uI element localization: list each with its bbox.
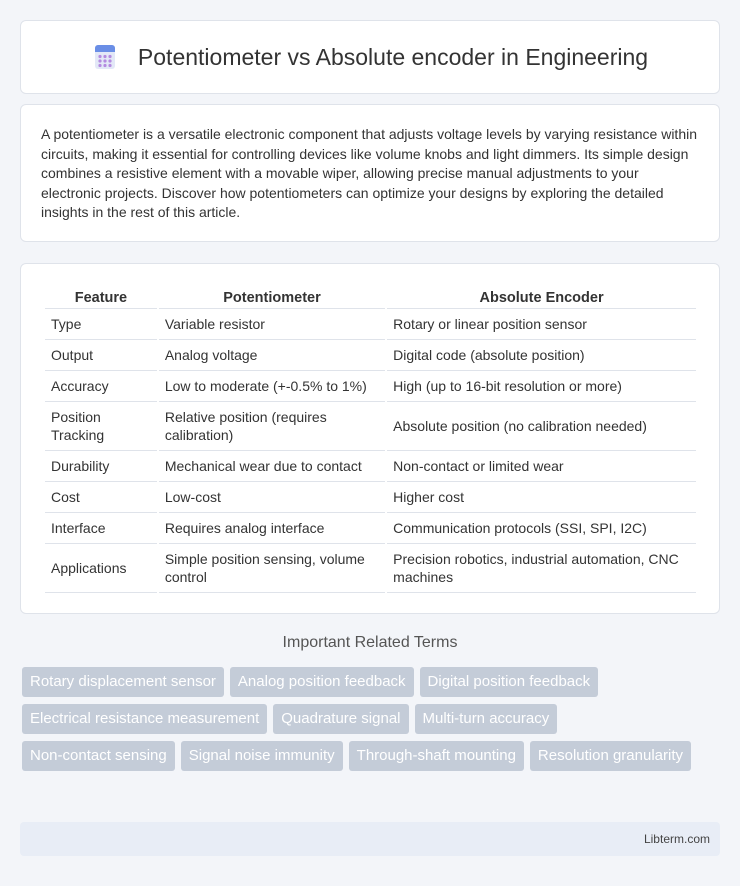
- potentiometer-cell: Low-cost: [159, 482, 385, 513]
- footer: [20, 822, 720, 856]
- comparison-card: [20, 263, 720, 614]
- encoder-cell: Precision robotics, industrial automation, CNC machines: [387, 544, 696, 593]
- encoder-cell: Communication protocols (SSI, SPI, I2C): [387, 513, 696, 544]
- related-term-tag[interactable]: Signal noise immunity: [181, 741, 343, 771]
- intro-card: [20, 104, 720, 242]
- related-term-tag[interactable]: Quadrature signal: [273, 704, 408, 734]
- table-row: [45, 544, 696, 593]
- header-absolute-encoder: Absolute Encoder: [387, 286, 696, 309]
- related-term-tag[interactable]: Non-contact sensing: [22, 741, 175, 771]
- feature-cell: Applications: [45, 544, 157, 593]
- potentiometer-cell: Analog voltage: [159, 340, 385, 371]
- related-term-tag[interactable]: Digital position feedback: [420, 667, 599, 697]
- feature-cell: Interface: [45, 513, 157, 544]
- potentiometer-cell: Mechanical wear due to contact: [159, 451, 385, 482]
- table-header-row: [45, 286, 696, 309]
- related-term-tag[interactable]: Through-shaft mounting: [349, 741, 524, 771]
- feature-cell: Type: [45, 309, 157, 340]
- table-row: [45, 309, 696, 340]
- potentiometer-cell: Relative position (requires calibration): [159, 402, 385, 451]
- header-feature: Feature: [45, 286, 157, 309]
- feature-cell: Accuracy: [45, 371, 157, 402]
- related-terms-title: Important Related Terms: [282, 634, 458, 651]
- table-row: [45, 451, 696, 482]
- table-row: [45, 340, 696, 371]
- potentiometer-cell: Low to moderate (+-0.5% to 1%): [159, 371, 385, 402]
- encoder-cell: Higher cost: [387, 482, 696, 513]
- table-row: [45, 482, 696, 513]
- calculator-icon: [92, 44, 118, 70]
- page-title: Potentiometer vs Absolute encoder in Engineering: [137, 43, 649, 70]
- table-row: [45, 402, 696, 451]
- encoder-cell: Absolute position (no calibration needed): [387, 402, 696, 451]
- feature-cell: Cost: [45, 482, 157, 513]
- related-term-tag[interactable]: Rotary displacement sensor: [22, 667, 224, 697]
- potentiometer-cell: Simple position sensing, volume control: [159, 544, 385, 593]
- related-term-tag[interactable]: Analog position feedback: [230, 667, 414, 697]
- comparison-table: [43, 286, 698, 593]
- table-row: [45, 513, 696, 544]
- related-terms-list: [22, 667, 702, 771]
- feature-cell: Position Tracking: [45, 402, 157, 451]
- table-row: [45, 371, 696, 402]
- related-term-tag[interactable]: Electrical resistance measurement: [22, 704, 267, 734]
- potentiometer-cell: Requires analog interface: [159, 513, 385, 544]
- feature-cell: Durability: [45, 451, 157, 482]
- title-card: [20, 20, 720, 94]
- encoder-cell: Rotary or linear position sensor: [387, 309, 696, 340]
- intro-text: A potentiometer is a versatile electronic component that adjusts voltage levels by varying resistance within circuits, making it essential for controlling devices like volume knobs and light dimmers. Its simple design combines a resistive element with a movable wiper, allowing precise manual adjustments to your electronic projects. Discover how potentiometers can optimize your designs by exploring the detailed insights in the rest of this article.: [41, 126, 698, 220]
- potentiometer-cell: Variable resistor: [159, 309, 385, 340]
- related-term-tag[interactable]: Multi-turn accuracy: [415, 704, 558, 734]
- footer-site-link[interactable]: Libterm.com: [643, 832, 710, 846]
- related-term-tag[interactable]: Resolution granularity: [530, 741, 691, 771]
- encoder-cell: Digital code (absolute position): [387, 340, 696, 371]
- encoder-cell: High (up to 16-bit resolution or more): [387, 371, 696, 402]
- feature-cell: Output: [45, 340, 157, 371]
- header-potentiometer: Potentiometer: [159, 286, 385, 309]
- encoder-cell: Non-contact or limited wear: [387, 451, 696, 482]
